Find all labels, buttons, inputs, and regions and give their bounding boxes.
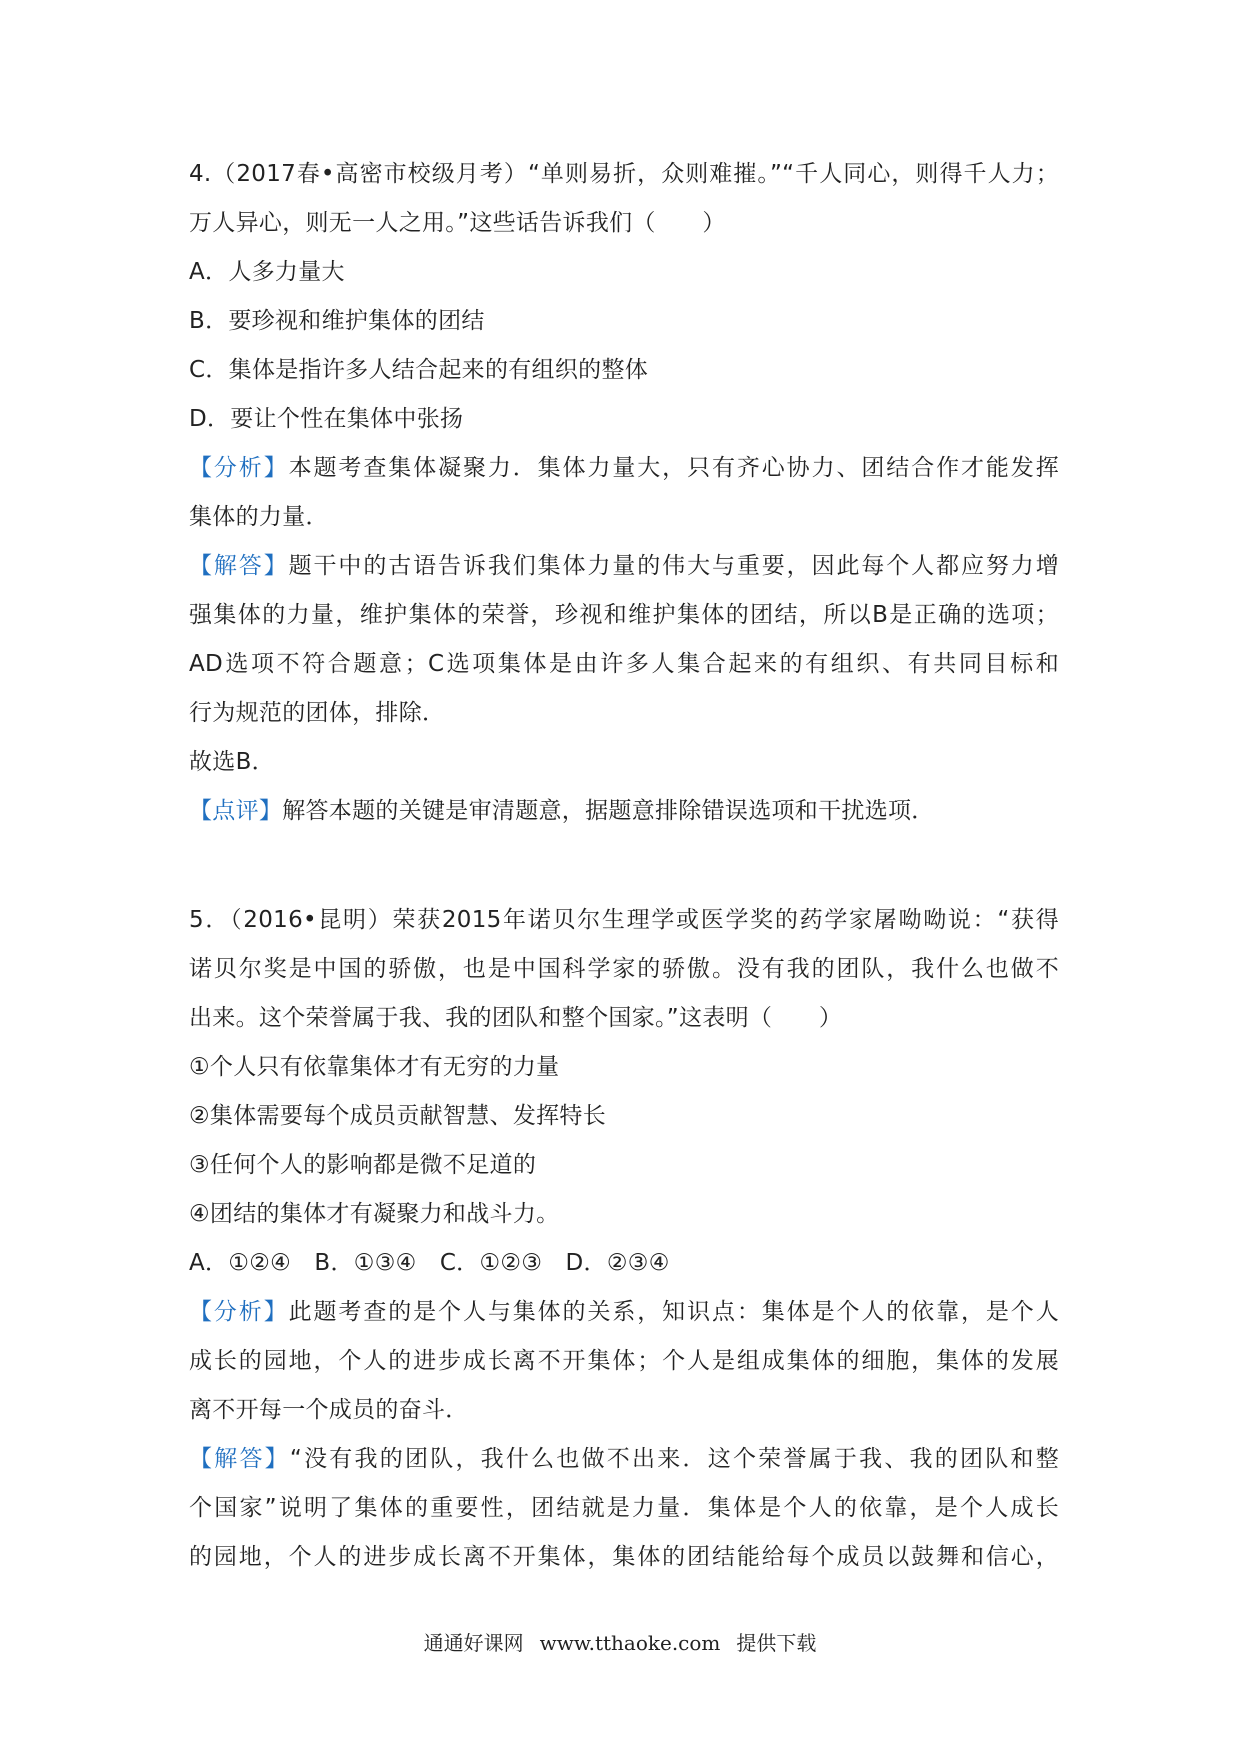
q4-choice: 故选B． (189, 749, 275, 775)
q5-answer-line: 个国家”说明了集体的重要性，团结就是力量．集体是个人的依靠，是个人成长 (189, 1495, 1059, 1521)
analysis-text: 本题考查集体凝聚力．集体力量大，只有齐心协力、团结合作才能发挥 (288, 455, 1059, 481)
q4-answer-line (189, 542, 1059, 591)
q4-analysis-line: 集体的力量． (189, 504, 329, 530)
analysis-tag: 【分析】 (189, 455, 289, 481)
document-body (189, 150, 1059, 1582)
q4-option-b: B．要珍视和维护集体的团结 (189, 308, 485, 334)
q4-stem-line: 4.（2017春•高密市校级月考）“单则易折，众则难摧。”“千人同心，则得千人力； (189, 161, 1059, 187)
q4-answer-line: AD选项不符合题意；C选项集体是由许多人集合起来的有组织、有共同目标和 (189, 651, 1059, 677)
q5-answer-line (189, 1435, 1059, 1484)
q5-statement-4: ④团结的集体才有凝聚力和战斗力。 (189, 1201, 560, 1227)
q5-stem-line: 诺贝尔奖是中国的骄傲，也是中国科学家的骄傲。没有我的团队，我什么也做不 (189, 956, 1059, 982)
answer-text: 题干中的古语告诉我们集体力量的伟大与重要，因此每个人都应努力增 (288, 553, 1059, 579)
q4-option-a: A．人多力量大 (189, 259, 345, 285)
q5-statement-1: ①个人只有依靠集体才有无穷的力量 (189, 1054, 560, 1080)
footer-suffix: 提供下载 (736, 1631, 817, 1655)
q5-stem-line: 5．（2016•昆明）荣获2015年诺贝尔生理学或医学奖的药学家屠呦呦说：“获得 (189, 907, 1059, 933)
q4-stem-line: 万人异心，则无一人之用。”这些话告诉我们（ ） (189, 210, 726, 236)
q4-answer-line: 行为规范的团体，排除． (189, 700, 446, 726)
footer-site-name: 通通好课网 (423, 1631, 524, 1655)
q5-analysis-line: 成长的园地，个人的进步成长离不开集体；个人是组成集体的细胞，集体的发展 (189, 1348, 1059, 1374)
q4-answer-line: 强集体的力量，维护集体的荣誉，珍视和维护集体的团结，所以B是正确的选项； (189, 602, 1059, 628)
q4-comment-line (189, 787, 1059, 836)
footer-url-link[interactable]: www.tthaoke.com (539, 1631, 721, 1655)
question-gap (189, 836, 1059, 896)
answer-tag: 【解答】 (189, 1446, 290, 1472)
analysis-tag: 【分析】 (189, 1299, 289, 1325)
q5-answer-line: 的园地，个人的进步成长离不开集体，集体的团结能给每个成员以鼓舞和信心， (189, 1544, 1059, 1570)
q5-analysis-line: 离不开每一个成员的奋斗． (189, 1397, 469, 1423)
comment-tag: 【点评】 (189, 798, 283, 824)
q5-statement-3: ③任何个人的影响都是微不足道的 (189, 1152, 537, 1178)
q4-option-c: C．集体是指许多人结合起来的有组织的整体 (189, 357, 649, 383)
answer-text: “没有我的团队，我什么也做不出来．这个荣誉属于我、我的团队和整 (289, 1446, 1060, 1472)
question-4 (189, 150, 1059, 836)
q5-statement-2: ②集体需要每个成员贡献智慧、发挥特长 (189, 1103, 607, 1129)
q4-analysis-line (189, 444, 1059, 493)
q5-analysis-line (189, 1288, 1059, 1337)
q5-stem-line: 出来。这个荣誉属于我、我的团队和整个国家。”这表明（ ） (189, 1005, 843, 1031)
q5-options: A．①②④ B．①③④ C．①②③ D．②③④ (189, 1250, 670, 1276)
q4-option-d: D．要让个性在集体中张扬 (189, 406, 464, 432)
comment-text: 解答本题的关键是审清题意，据题意排除错误选项和干扰选项． (282, 798, 935, 824)
answer-tag: 【解答】 (189, 553, 289, 579)
question-5 (189, 896, 1059, 1582)
page-footer (0, 1627, 1240, 1656)
analysis-text: 此题考查的是个人与集体的关系，知识点：集体是个人的依靠，是个人 (288, 1299, 1059, 1325)
